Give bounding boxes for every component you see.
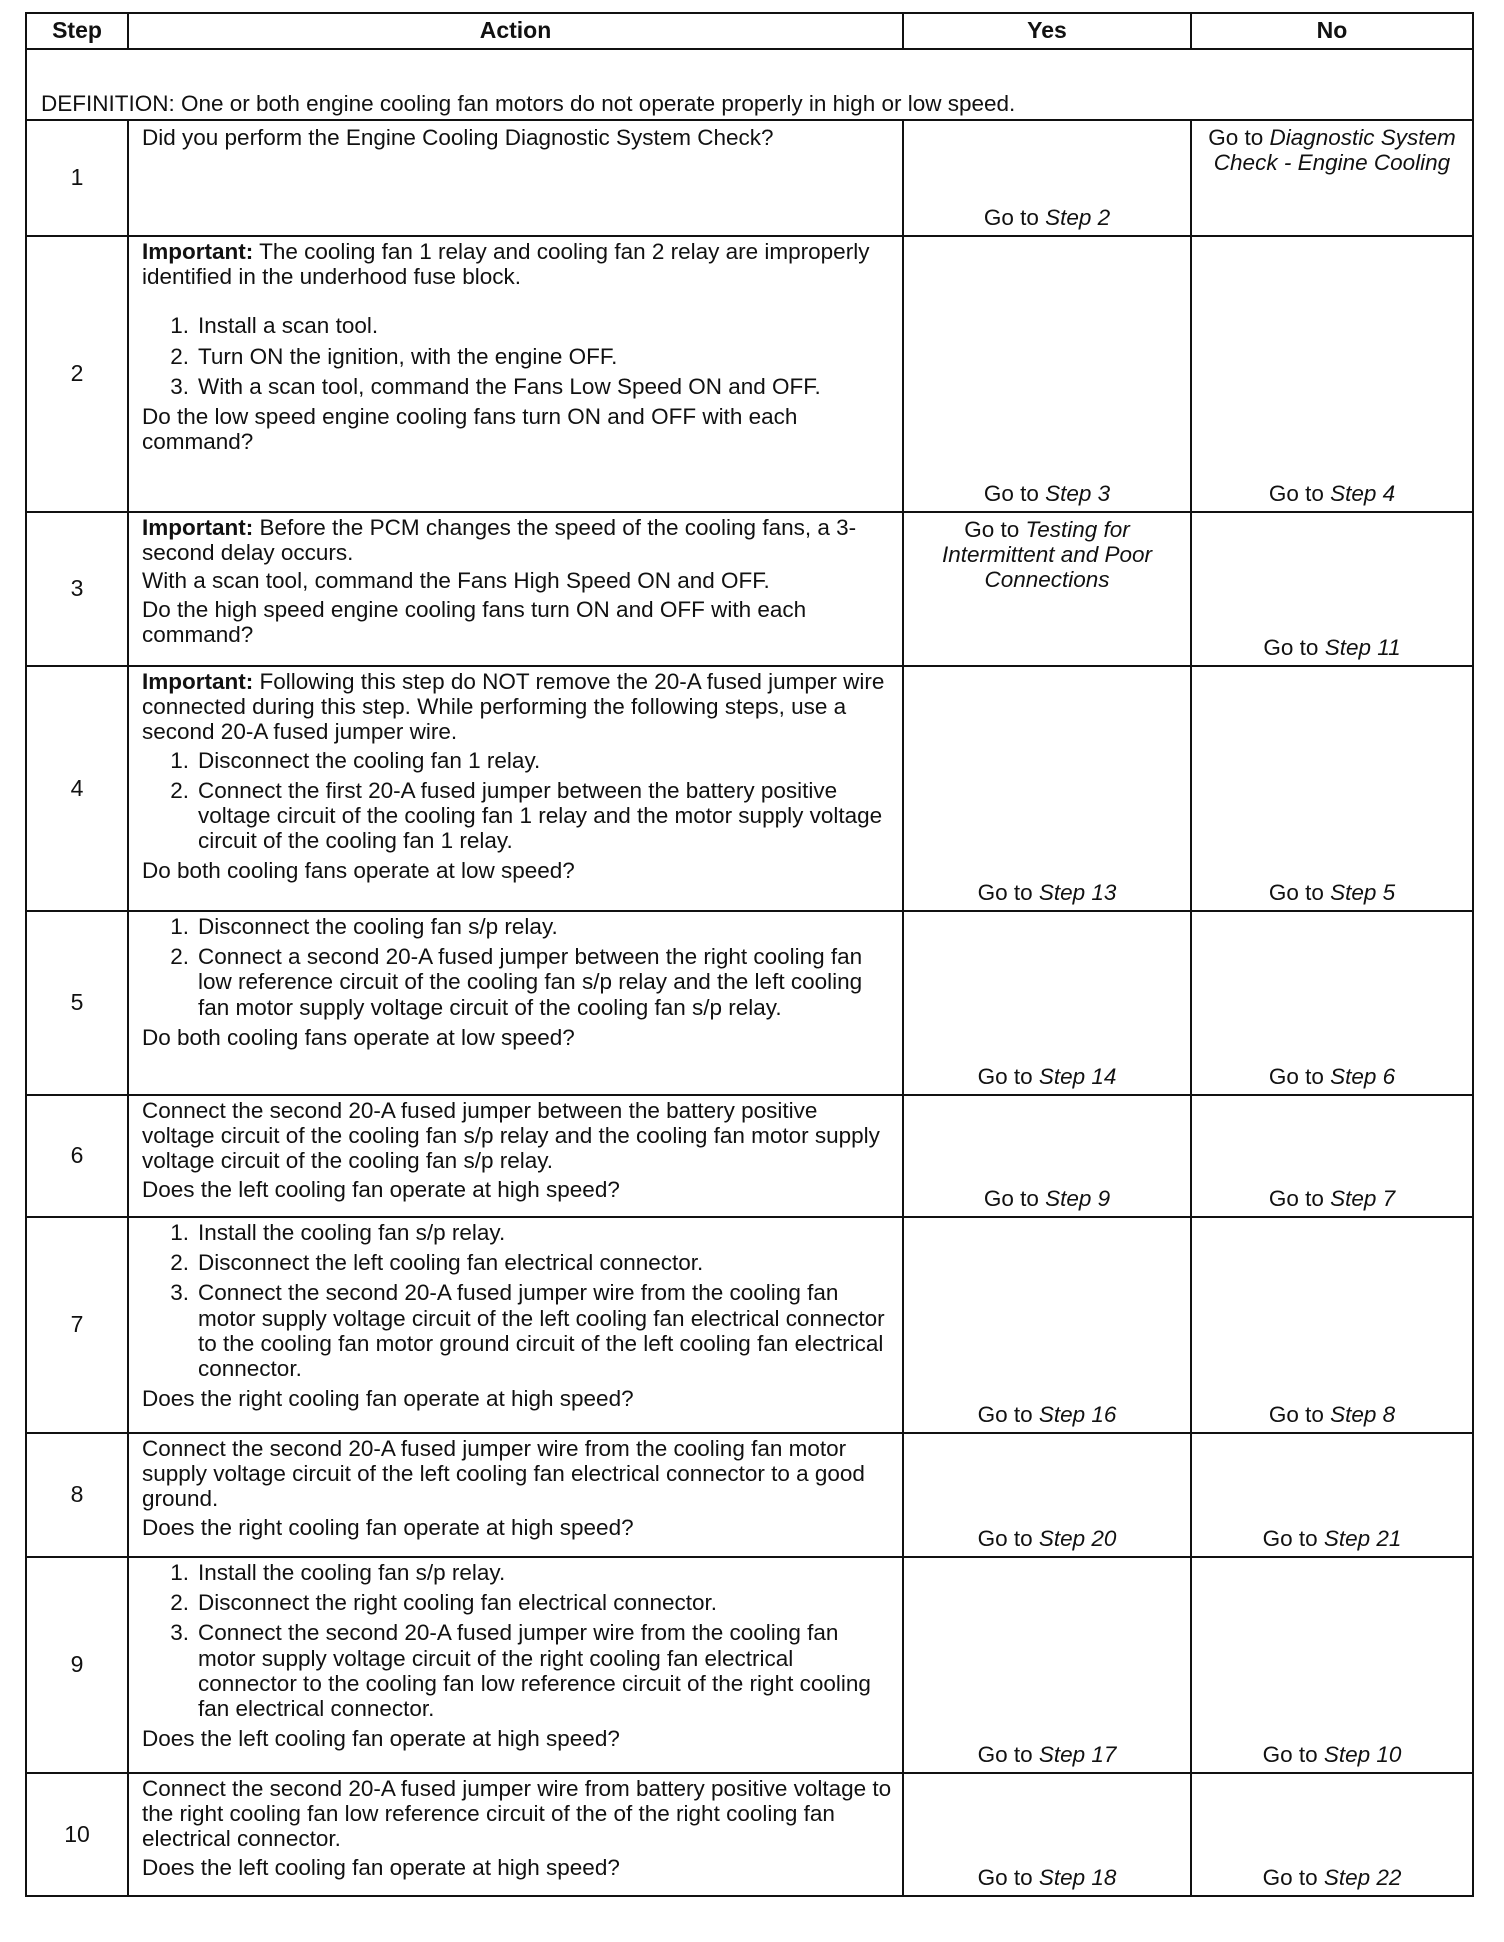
list-item bbox=[142, 344, 894, 369]
step-row bbox=[26, 1217, 1473, 1433]
paragraph-text: The cooling fan 1 relay and cooling fan 2 relay are improperly identified in the underhood fuse block. bbox=[142, 239, 870, 290]
goto-prefix: Go to bbox=[1268, 1185, 1331, 1211]
step-number: 8 bbox=[26, 1433, 128, 1557]
list-item-number: 3. bbox=[170, 373, 189, 399]
goto-target-link[interactable]: Step 16 bbox=[1038, 1401, 1117, 1427]
list-item-text: Disconnect the cooling fan s/p relay. bbox=[198, 914, 558, 939]
action-question: Do both cooling fans operate at low speed? bbox=[142, 858, 575, 884]
step-row bbox=[26, 1773, 1473, 1896]
action-question: Does the left cooling fan operate at high speed? bbox=[142, 1726, 620, 1752]
list-item-text: Install the cooling fan s/p relay. bbox=[198, 1220, 506, 1245]
no-result bbox=[1191, 1217, 1473, 1433]
list-item-text: Disconnect the left cooling fan electrical connector. bbox=[198, 1250, 704, 1276]
list-item-text: Disconnect the cooling fan 1 relay. bbox=[198, 747, 541, 773]
goto-target-link[interactable]: Step 14 bbox=[1038, 1063, 1117, 1089]
goto-target-link[interactable]: Step 13 bbox=[1038, 879, 1117, 905]
action-question: Does the right cooling fan operate at high speed? bbox=[142, 1514, 634, 1540]
action-steps-list bbox=[142, 313, 894, 399]
goto-prefix: Go to bbox=[1262, 1525, 1324, 1551]
list-item-text: With a scan tool, command the Fans Low Speed ON and OFF. bbox=[198, 373, 821, 399]
list-item-number: 1. bbox=[170, 1560, 189, 1585]
goto-prefix: Go to bbox=[1262, 1741, 1324, 1767]
yes-result bbox=[903, 1773, 1191, 1896]
action-paragraph bbox=[142, 1776, 894, 1852]
list-item bbox=[142, 778, 894, 854]
list-item bbox=[142, 313, 894, 338]
list-item bbox=[142, 374, 894, 399]
action-steps-list bbox=[142, 1560, 894, 1721]
list-item-number: 3. bbox=[170, 1280, 189, 1306]
no-result bbox=[1191, 1557, 1473, 1773]
list-item bbox=[142, 1620, 894, 1721]
step-row bbox=[26, 1095, 1473, 1217]
header-action: Action bbox=[128, 13, 903, 49]
goto-target-link[interactable]: Testing for Intermittent and Poor Connections bbox=[941, 517, 1153, 593]
list-item-number: 1. bbox=[170, 747, 189, 773]
goto-prefix: Go to bbox=[1268, 879, 1331, 905]
no-result bbox=[1191, 1433, 1473, 1557]
step-action bbox=[128, 1095, 903, 1217]
goto-prefix: Go to bbox=[1263, 634, 1325, 660]
step-number: 6 bbox=[26, 1095, 128, 1217]
list-item-number: 2. bbox=[170, 777, 189, 803]
yes-result bbox=[903, 236, 1191, 512]
action-steps-list bbox=[142, 914, 894, 1020]
goto-prefix: Go to bbox=[1268, 1401, 1331, 1427]
header-yes: Yes bbox=[903, 13, 1191, 49]
list-item-text: Connect the second 20-A fused jumper wire from the cooling fan motor supply voltage circuit of the right cooling fan electrical connector to the cooling fan low reference circuit of the right cooling fan electrical connector. bbox=[198, 1620, 871, 1721]
action-paragraph bbox=[142, 568, 894, 593]
goto-target-link[interactable]: Diagnostic System Check - Engine Cooling bbox=[1213, 125, 1456, 176]
list-item bbox=[142, 1560, 894, 1585]
action-question: Does the left cooling fan operate at high speed? bbox=[142, 1176, 620, 1202]
no-result bbox=[1191, 236, 1473, 512]
no-result bbox=[1191, 1773, 1473, 1896]
step-number: 9 bbox=[26, 1557, 128, 1773]
goto-target-link[interactable]: Step 4 bbox=[1330, 480, 1396, 506]
goto-prefix: Go to bbox=[983, 1185, 1046, 1211]
list-item-number: 2. bbox=[170, 343, 189, 369]
goto-prefix: Go to bbox=[977, 1525, 1039, 1551]
list-item-text: Install the cooling fan s/p relay. bbox=[198, 1560, 506, 1585]
list-item-text: Connect a second 20-A fused jumper between the right cooling fan low reference circuit of the cooling fan s/p relay and the left cooling fan motor supply voltage circuit of the cooling fan s/p relay. bbox=[198, 944, 863, 1020]
goto-prefix: Go to bbox=[977, 879, 1039, 905]
step-action bbox=[128, 1217, 903, 1433]
list-item-text: Turn ON the ignition, with the engine OFF. bbox=[198, 343, 618, 369]
action-paragraph bbox=[142, 239, 894, 289]
paragraph-text: Connect the second 20-A fused jumper wire from battery positive voltage to the right cooling fan low reference circuit of the of the right cooling fan electrical connector. bbox=[142, 1776, 892, 1852]
list-item-number: 1. bbox=[170, 1220, 189, 1245]
action-question: Did you perform the Engine Cooling Diagnostic System Check? bbox=[142, 125, 774, 150]
step-number: 10 bbox=[26, 1773, 128, 1896]
step-action bbox=[128, 1433, 903, 1557]
list-item-number: 2. bbox=[170, 1250, 189, 1276]
important-label: Important: bbox=[142, 669, 254, 694]
no-result bbox=[1191, 666, 1473, 911]
important-label: Important: bbox=[142, 239, 254, 264]
yes-result bbox=[903, 120, 1191, 236]
list-item bbox=[142, 1220, 894, 1245]
important-label: Important: bbox=[142, 515, 254, 540]
definition-text: DEFINITION: One or both engine cooling fan motors do not operate properly in high or low speed. bbox=[26, 49, 1473, 120]
step-action bbox=[128, 911, 903, 1095]
paragraph-text: Before the PCM changes the speed of the cooling fans, a 3-second delay occurs. bbox=[142, 515, 857, 566]
goto-target-link[interactable]: Step 9 bbox=[1045, 1185, 1111, 1211]
action-question: Do the low speed engine cooling fans turn ON and OFF with each command? bbox=[142, 403, 798, 455]
list-item-number: 2. bbox=[170, 1590, 189, 1616]
paragraph-text: With a scan tool, command the Fans High Speed ON and OFF. bbox=[142, 568, 770, 594]
step-action bbox=[128, 120, 903, 236]
header-no: No bbox=[1191, 13, 1473, 49]
goto-prefix: Go to bbox=[977, 1401, 1039, 1427]
step-action bbox=[128, 1773, 903, 1896]
list-item-text: Install a scan tool. bbox=[198, 313, 379, 339]
action-paragraph bbox=[142, 1098, 894, 1174]
paragraph-text: Following this step do NOT remove the 20-A fused jumper wire connected during this step. While performing the following steps, use a second 20-A fused jumper wire. bbox=[142, 669, 885, 745]
list-item-text: Disconnect the right cooling fan electrical connector. bbox=[198, 1590, 718, 1616]
action-steps-list bbox=[142, 748, 894, 854]
paragraph-text: Connect the second 20-A fused jumper between the battery positive voltage circuit of the cooling fan s/p relay and the cooling fan motor supply voltage circuit of the cooling fan s/p relay. bbox=[142, 1098, 880, 1174]
step-number: 3 bbox=[26, 512, 128, 666]
action-paragraph bbox=[142, 515, 894, 565]
step-row bbox=[26, 1557, 1473, 1773]
step-row bbox=[26, 512, 1473, 666]
goto-target-link[interactable]: Step 10 bbox=[1323, 1741, 1402, 1767]
step-action bbox=[128, 666, 903, 911]
list-item-text: Connect the first 20-A fused jumper between the battery positive voltage circuit of the cooling fan 1 relay and the motor supply voltage circuit of the cooling fan 1 relay. bbox=[198, 777, 883, 854]
step-row bbox=[26, 911, 1473, 1095]
header-step: Step bbox=[26, 13, 128, 49]
goto-prefix: Go to bbox=[1268, 480, 1331, 506]
yes-result bbox=[903, 1433, 1191, 1557]
action-steps-list bbox=[142, 1220, 894, 1381]
definition-row bbox=[26, 49, 1473, 120]
no-result bbox=[1191, 512, 1473, 666]
goto-target-link[interactable]: Step 2 bbox=[1045, 204, 1111, 230]
yes-result bbox=[903, 1095, 1191, 1217]
list-item-text: Connect the second 20-A fused jumper wire from the cooling fan motor supply voltage circuit of the left cooling fan electrical connector to the cooling fan motor ground circuit of the left cooling fan electrical connector. bbox=[198, 1280, 885, 1381]
list-item-number: 1. bbox=[170, 914, 189, 939]
goto-prefix: Go to bbox=[983, 480, 1046, 506]
list-item bbox=[142, 1250, 894, 1275]
goto-prefix: Go to bbox=[1268, 1063, 1331, 1089]
goto-target-link[interactable]: Step 7 bbox=[1330, 1185, 1396, 1211]
list-item bbox=[142, 748, 894, 773]
list-item bbox=[142, 914, 894, 939]
action-question: Do the high speed engine cooling fans turn ON and OFF with each command? bbox=[142, 596, 807, 647]
diagnostic-table bbox=[25, 12, 1474, 1897]
action-paragraph bbox=[142, 669, 894, 745]
goto-target-link[interactable]: Step 17 bbox=[1038, 1741, 1117, 1767]
goto-prefix: Go to bbox=[977, 1063, 1039, 1089]
step-action bbox=[128, 1557, 903, 1773]
goto-target-link[interactable]: Step 5 bbox=[1330, 879, 1396, 905]
step-row bbox=[26, 1433, 1473, 1557]
step-number: 7 bbox=[26, 1217, 128, 1433]
yes-result bbox=[903, 1557, 1191, 1773]
step-number: 5 bbox=[26, 911, 128, 1095]
list-item-number: 2. bbox=[170, 944, 189, 970]
goto-prefix: Go to bbox=[977, 1741, 1039, 1767]
step-row bbox=[26, 120, 1473, 236]
goto-target-link[interactable]: Step 18 bbox=[1038, 1864, 1117, 1890]
step-action bbox=[128, 236, 903, 512]
list-item bbox=[142, 944, 894, 1020]
action-question: Do both cooling fans operate at low speed? bbox=[142, 1024, 575, 1050]
goto-target-link[interactable]: Step 8 bbox=[1330, 1401, 1396, 1427]
header-row bbox=[26, 13, 1473, 49]
goto-target-link[interactable]: Step 22 bbox=[1323, 1864, 1402, 1890]
step-row bbox=[26, 236, 1473, 512]
yes-result bbox=[903, 666, 1191, 911]
no-result bbox=[1191, 120, 1473, 236]
goto-prefix: Go to bbox=[983, 204, 1046, 230]
no-result bbox=[1191, 1095, 1473, 1217]
goto-prefix: Go to bbox=[964, 517, 1026, 542]
action-question: Does the left cooling fan operate at high speed? bbox=[142, 1854, 620, 1880]
paragraph-text: Connect the second 20-A fused jumper wire from the cooling fan motor supply voltage circuit of the left cooling fan electrical connector to a good ground. bbox=[142, 1436, 865, 1512]
action-paragraph bbox=[142, 1436, 894, 1512]
list-item-number: 3. bbox=[170, 1620, 189, 1646]
step-number: 2 bbox=[26, 236, 128, 512]
list-item bbox=[142, 1280, 894, 1381]
goto-target-link[interactable]: Step 21 bbox=[1323, 1525, 1402, 1551]
list-item-number: 1. bbox=[170, 313, 189, 339]
step-row bbox=[26, 666, 1473, 911]
goto-prefix: Go to bbox=[1262, 1864, 1324, 1890]
goto-target-link[interactable]: Step 6 bbox=[1330, 1063, 1396, 1089]
action-question: Does the right cooling fan operate at high speed? bbox=[142, 1386, 634, 1412]
yes-result bbox=[903, 911, 1191, 1095]
step-action bbox=[128, 512, 903, 666]
goto-prefix: Go to bbox=[1208, 125, 1270, 150]
goto-target-link[interactable]: Step 3 bbox=[1045, 480, 1111, 506]
yes-result bbox=[903, 1217, 1191, 1433]
goto-prefix: Go to bbox=[977, 1864, 1039, 1890]
yes-result bbox=[903, 512, 1191, 666]
goto-target-link[interactable]: Step 11 bbox=[1324, 634, 1401, 660]
step-number: 4 bbox=[26, 666, 128, 911]
list-item bbox=[142, 1590, 894, 1615]
step-number: 1 bbox=[26, 120, 128, 236]
no-result bbox=[1191, 911, 1473, 1095]
goto-target-link[interactable]: Step 20 bbox=[1038, 1525, 1117, 1551]
